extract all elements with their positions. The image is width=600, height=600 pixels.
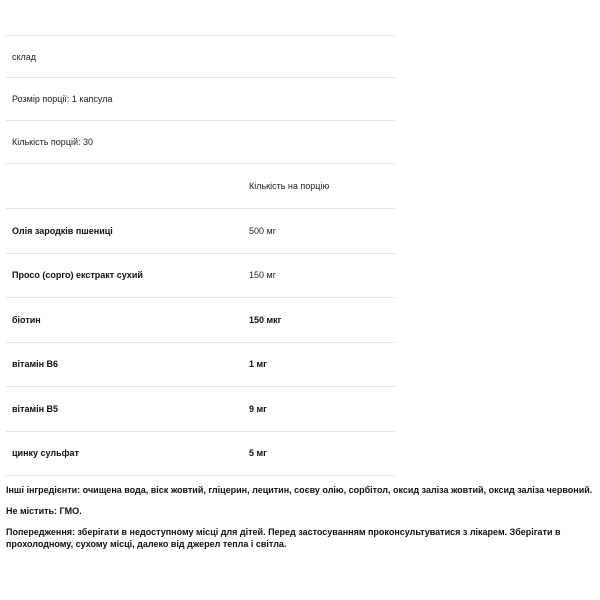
ingredient-row [6, 298, 395, 343]
serving-size-row [6, 78, 395, 121]
ingredient-amount: 150 мг [249, 270, 276, 281]
free-from-text: Не містить: ГМО. [6, 506, 82, 516]
ingredient-name: Просо (сорго) екстракт сухий [12, 270, 143, 281]
facts-title-row [6, 36, 395, 78]
ingredient-name: вітамін В5 [12, 403, 59, 414]
warning-text: Попередження: зберігати в недоступному місці для дітей. Перед застосуванням проконсультуватися з лікарем. Зберігати в прохолодному, сухому місці, далеко від джерел тепла і світла. [6, 527, 561, 549]
servings-count: Кількість порцій: 30 [12, 137, 94, 147]
ingredient-row [6, 343, 395, 388]
ingredient-amount: 150 мкг [249, 314, 282, 325]
ingredient-name: вітамін В6 [12, 359, 59, 370]
ingredient-amount: 5 мг [249, 448, 267, 459]
serving-size: Розмір порції: 1 капсула [12, 94, 113, 104]
ingredient-name: Олія зародків пшениці [12, 225, 113, 236]
ingredient-amount: 1 мг [249, 359, 267, 370]
ingredient-amount: 9 мг [249, 403, 267, 414]
ingredient-row [6, 432, 395, 477]
column-header-row [6, 164, 395, 209]
ingredient-amount: 500 мг [249, 225, 276, 236]
product-notes [6, 484, 596, 550]
ingredient-name: біотин [12, 314, 41, 325]
ingredient-row [6, 254, 395, 299]
facts-title: склад [12, 51, 37, 62]
other-ingredients-text: Інші інгредієнти: очищена вода, віск жовтий, гліцерин, лецитин, соєву олію, сорбітол, оксид заліза жовтий, оксид заліза червоний. [6, 485, 593, 495]
ingredient-row [6, 387, 395, 432]
ingredient-row [6, 209, 395, 254]
ingredient-name: цинку сульфат [12, 448, 79, 459]
supplement-facts-table [6, 35, 395, 476]
servings-count-row [6, 121, 395, 164]
column-header-amount: Кількість на порцію [249, 181, 330, 191]
